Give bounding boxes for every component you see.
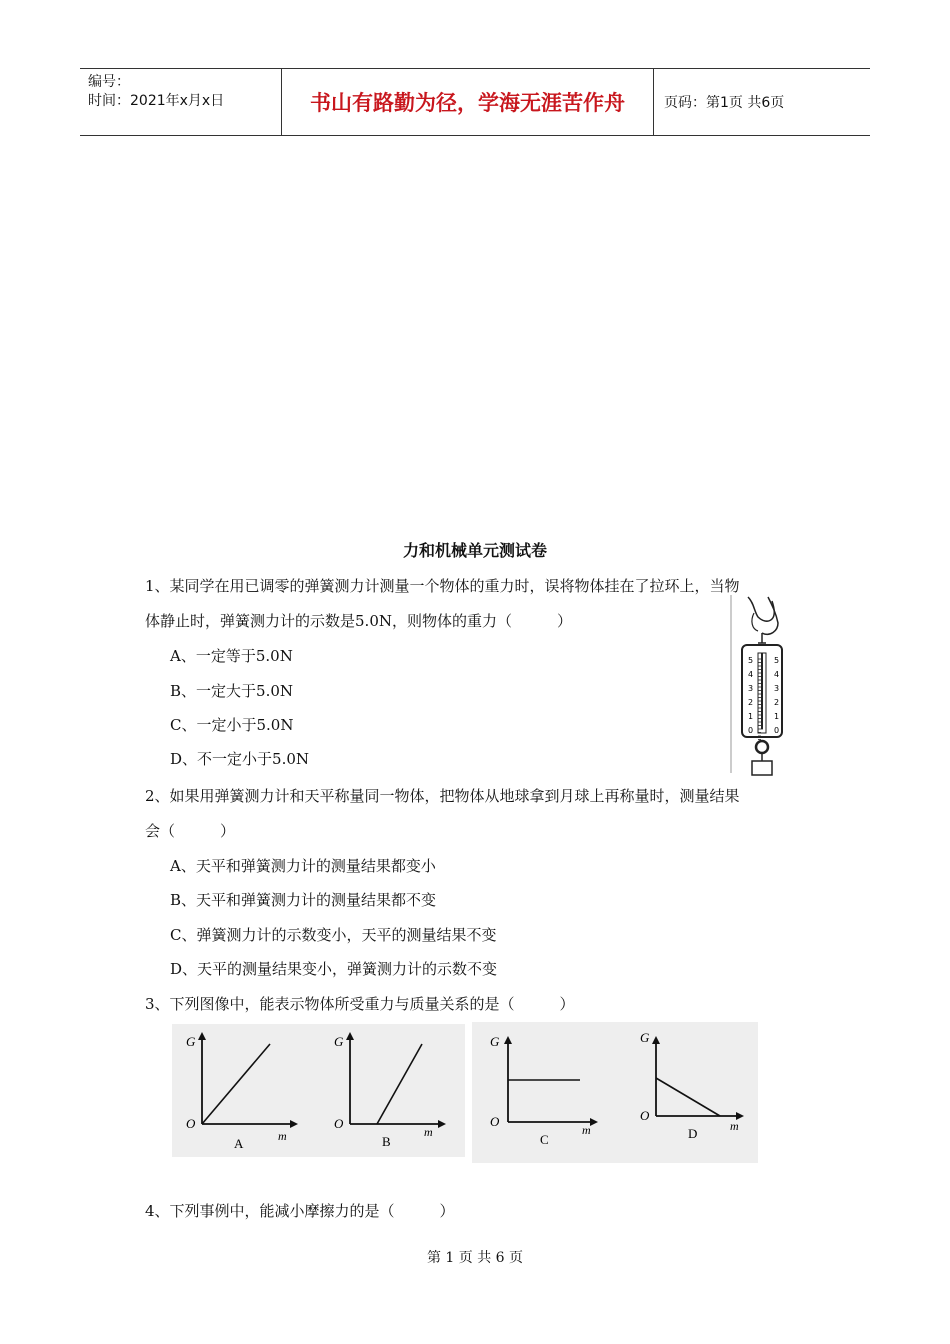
graph-d-y-label: G xyxy=(640,1030,650,1045)
graph-panel-ab xyxy=(172,1024,465,1157)
graph-c-origin: O xyxy=(490,1114,500,1129)
question-4-line-1: 4、下列事例中，能减小摩擦力的是（ ） xyxy=(145,1202,455,1220)
graphs-cd-svg xyxy=(472,1022,758,1163)
scale-numeral-r-1: 4 xyxy=(774,670,780,679)
question-2-option-a: A、天平和弹簧测力计的测量结果都变小 xyxy=(170,857,436,875)
question-2-option-b: B、天平和弹簧测力计的测量结果都不变 xyxy=(170,891,437,909)
graph-b-origin: O xyxy=(334,1116,344,1131)
scale-numeral-l-2: 3 xyxy=(748,684,754,693)
scale-numeral-l-0: 5 xyxy=(748,656,754,665)
graph-b-y-label: G xyxy=(334,1034,344,1049)
scale-numeral-l-1: 4 xyxy=(748,670,754,679)
scale-numeral-l-5: 0 xyxy=(748,726,754,735)
page-header xyxy=(80,68,870,136)
graph-c xyxy=(490,1034,598,1147)
scale-numeral-l-4: 1 xyxy=(748,712,754,721)
question-1-line-1: 1、某同学在用已调零的弹簧测力计测量一个物体的重力时，误将物体挂在了拉环上，当物 xyxy=(145,577,740,595)
graph-b-caption: B xyxy=(382,1134,391,1149)
header-meta xyxy=(80,69,282,135)
question-1-line-2: 体静止时，弹簧测力计的示数是5.0N，则物体的重力（ ） xyxy=(145,612,572,630)
question-1-option-b: B、一定大于5.0N xyxy=(170,682,294,700)
graph-a-x-label: m xyxy=(278,1129,287,1143)
graph-d xyxy=(640,1030,744,1141)
graph-c-y-label: G xyxy=(490,1034,500,1049)
graph-a-y-label: G xyxy=(186,1034,196,1049)
graph-c-caption: C xyxy=(540,1132,549,1147)
header-time-label: 时间：2021年x月x日 xyxy=(88,93,225,109)
graph-panel-cd xyxy=(472,1022,758,1163)
scale-numeral-r-5: 0 xyxy=(774,726,780,735)
header-page-info: 页码：第1页 共6页 xyxy=(664,95,785,111)
graph-c-x-label: m xyxy=(582,1123,591,1137)
graph-d-caption: D xyxy=(688,1126,698,1141)
graphs-ab-svg xyxy=(172,1024,465,1157)
question-2-line-2: 会（ ） xyxy=(145,822,236,840)
question-1-option-c: C、一定小于5.0N xyxy=(170,716,294,734)
graph-d-x-label: m xyxy=(730,1119,739,1133)
scale-numeral-r-3: 2 xyxy=(774,698,780,707)
scale-numeral-r-0: 5 xyxy=(774,656,780,665)
scale-numeral-r-2: 3 xyxy=(774,684,780,693)
header-number-label: 编号： xyxy=(88,74,130,90)
scale-numeral-l-3: 2 xyxy=(748,698,754,707)
question-1-option-d: D、不一定小于5.0N xyxy=(170,750,310,768)
graph-a-origin: O xyxy=(186,1116,196,1131)
graph-b xyxy=(334,1032,446,1149)
spring-scale-illustration xyxy=(728,593,800,778)
question-3-line-1: 3、下列图像中，能表示物体所受重力与质量关系的是（ ） xyxy=(145,995,575,1013)
question-2-option-c: C、弹簧测力计的示数变小，天平的测量结果不变 xyxy=(170,926,497,944)
question-2-option-d: D、天平的测量结果变小，弹簧测力计的示数不变 xyxy=(170,960,498,978)
graph-a-caption: A xyxy=(234,1136,244,1151)
page-footer: 第 1 页 共 6 页 xyxy=(426,1250,524,1266)
scale-numeral-r-4: 1 xyxy=(774,712,780,721)
graph-d-origin: O xyxy=(640,1108,650,1123)
graph-a xyxy=(186,1032,298,1151)
graph-b-x-label: m xyxy=(424,1125,433,1139)
header-motto: 书山有路勤为径，学海无涯苦作舟 xyxy=(282,69,654,135)
question-1-option-a: A、一定等于5.0N xyxy=(170,647,293,665)
document-title: 力和机械单元测试卷 xyxy=(402,541,547,560)
question-2-line-1: 2、如果用弹簧测力计和天平称量同一物体，把物体从地球拿到月球上再称量时，测量结果 xyxy=(145,787,740,805)
